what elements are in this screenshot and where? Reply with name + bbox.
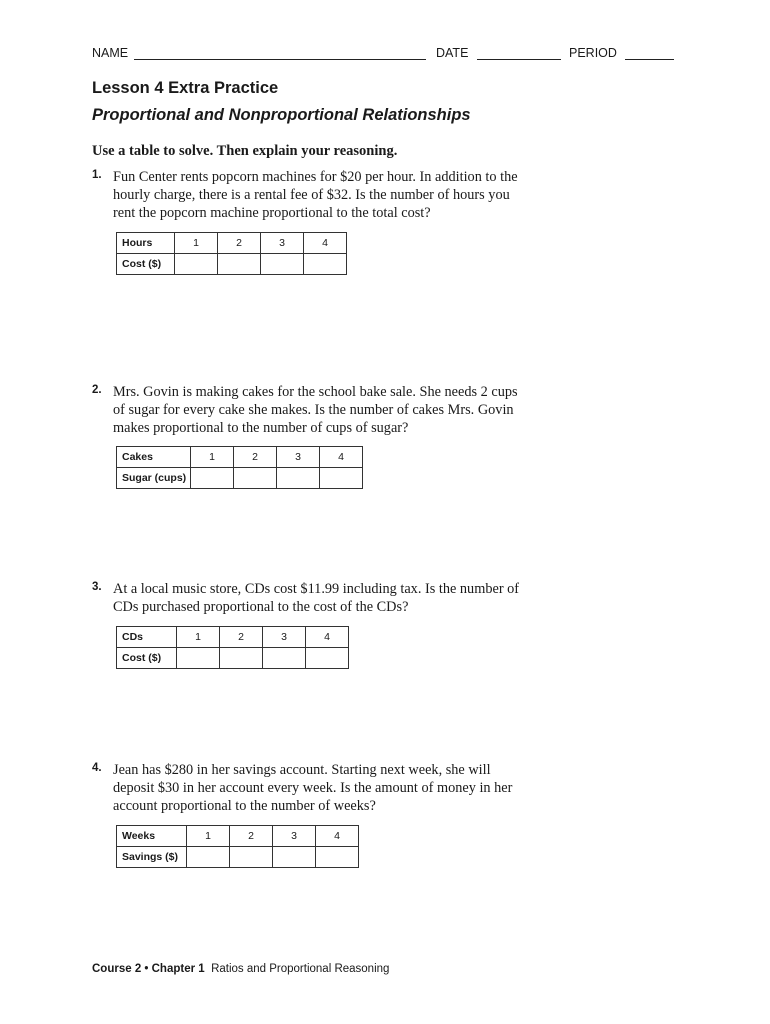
- question-line: makes proportional to the number of cups of sugar?: [113, 420, 409, 436]
- cds-cost-table: [116, 626, 349, 669]
- table-cell: 4: [320, 447, 363, 468]
- question-text: [113, 383, 563, 437]
- instructions: Use a table to solve. Then explain your reasoning.: [92, 143, 398, 159]
- table-row: [117, 627, 349, 648]
- table-row: [117, 254, 347, 275]
- row-label: Cost ($): [117, 254, 175, 275]
- question-line: At a local music store, CDs cost $11.99 including tax. Is the number of: [113, 581, 520, 597]
- answer-cell[interactable]: [316, 847, 359, 868]
- lesson-title: Lesson 4 Extra Practice: [92, 79, 279, 97]
- answer-cell[interactable]: [191, 468, 234, 489]
- answer-cell[interactable]: [230, 847, 273, 868]
- table-cell: 1: [191, 447, 234, 468]
- weeks-savings-table: [116, 825, 359, 868]
- row-label: Cakes: [117, 447, 191, 468]
- student-info-header: [92, 46, 682, 64]
- question-line: Mrs. Govin is making cakes for the school bake sale. She needs 2 cups: [113, 384, 518, 400]
- question-text: [113, 580, 563, 616]
- table-row: [117, 648, 349, 669]
- name-label: NAME: [92, 46, 129, 60]
- date-label: DATE: [436, 46, 469, 60]
- cakes-sugar-table: [116, 446, 363, 489]
- row-label: Savings ($): [117, 847, 187, 868]
- hours-cost-table: [116, 232, 347, 275]
- period-blank[interactable]: [625, 59, 674, 60]
- row-label: CDs: [117, 627, 177, 648]
- answer-cell[interactable]: [277, 468, 320, 489]
- question-line: Fun Center rents popcorn machines for $20 per hour. In addition to the: [113, 169, 518, 185]
- question-line: Jean has $280 in her savings account. Starting next week, she will: [113, 762, 491, 778]
- answer-cell[interactable]: [220, 648, 263, 669]
- row-label: Hours: [117, 233, 175, 254]
- answer-cell[interactable]: [187, 847, 230, 868]
- table-cell: 2: [220, 627, 263, 648]
- question-number: 2.: [92, 384, 102, 396]
- table-row: [117, 447, 363, 468]
- answer-cell[interactable]: [234, 468, 277, 489]
- answer-cell[interactable]: [261, 254, 304, 275]
- question-number: 3.: [92, 581, 102, 593]
- table-row: [117, 468, 363, 489]
- table-cell: 4: [304, 233, 347, 254]
- table-cell: 2: [218, 233, 261, 254]
- answer-cell[interactable]: [177, 648, 220, 669]
- table-cell: 1: [187, 826, 230, 847]
- question-text: [113, 761, 563, 815]
- table-cell: 2: [230, 826, 273, 847]
- period-label: PERIOD: [569, 46, 617, 60]
- lesson-subtitle: Proportional and Nonproportional Relationships: [92, 106, 471, 124]
- page-footer: [92, 963, 389, 975]
- table-cell: 3: [261, 233, 304, 254]
- answer-cell[interactable]: [263, 648, 306, 669]
- question-number: 4.: [92, 762, 102, 774]
- question-line: deposit $30 in her account every week. Is the amount of money in her: [113, 780, 513, 796]
- question-number: 1.: [92, 169, 102, 181]
- table-cell: 4: [316, 826, 359, 847]
- table-cell: 2: [234, 447, 277, 468]
- row-label: Cost ($): [117, 648, 177, 669]
- chapter-title: Ratios and Proportional Reasoning: [211, 963, 390, 975]
- table-cell: 3: [273, 826, 316, 847]
- table-row: [117, 233, 347, 254]
- table-row: [117, 826, 359, 847]
- table-cell: 3: [277, 447, 320, 468]
- course-chapter: Course 2 • Chapter 1: [92, 963, 205, 975]
- row-label: Weeks: [117, 826, 187, 847]
- question-line: hourly charge, there is a rental fee of $32. Is the number of hours you: [113, 187, 510, 203]
- table-row: [117, 847, 359, 868]
- row-label: Sugar (cups): [117, 468, 191, 489]
- answer-cell[interactable]: [273, 847, 316, 868]
- table-cell: 4: [306, 627, 349, 648]
- table-cell: 1: [177, 627, 220, 648]
- answer-cell[interactable]: [304, 254, 347, 275]
- date-blank[interactable]: [477, 59, 561, 60]
- answer-cell[interactable]: [306, 648, 349, 669]
- table-cell: 1: [175, 233, 218, 254]
- question-line: of sugar for every cake she makes. Is the number of cakes Mrs. Govin: [113, 402, 514, 418]
- question-line: account proportional to the number of weeks?: [113, 798, 376, 814]
- answer-cell[interactable]: [320, 468, 363, 489]
- question-line: CDs purchased proportional to the cost of the CDs?: [113, 599, 409, 615]
- question-text: [113, 168, 563, 222]
- table-cell: 3: [263, 627, 306, 648]
- answer-cell[interactable]: [218, 254, 261, 275]
- question-line: rent the popcorn machine proportional to the total cost?: [113, 205, 431, 221]
- answer-cell[interactable]: [175, 254, 218, 275]
- name-blank[interactable]: [134, 59, 426, 60]
